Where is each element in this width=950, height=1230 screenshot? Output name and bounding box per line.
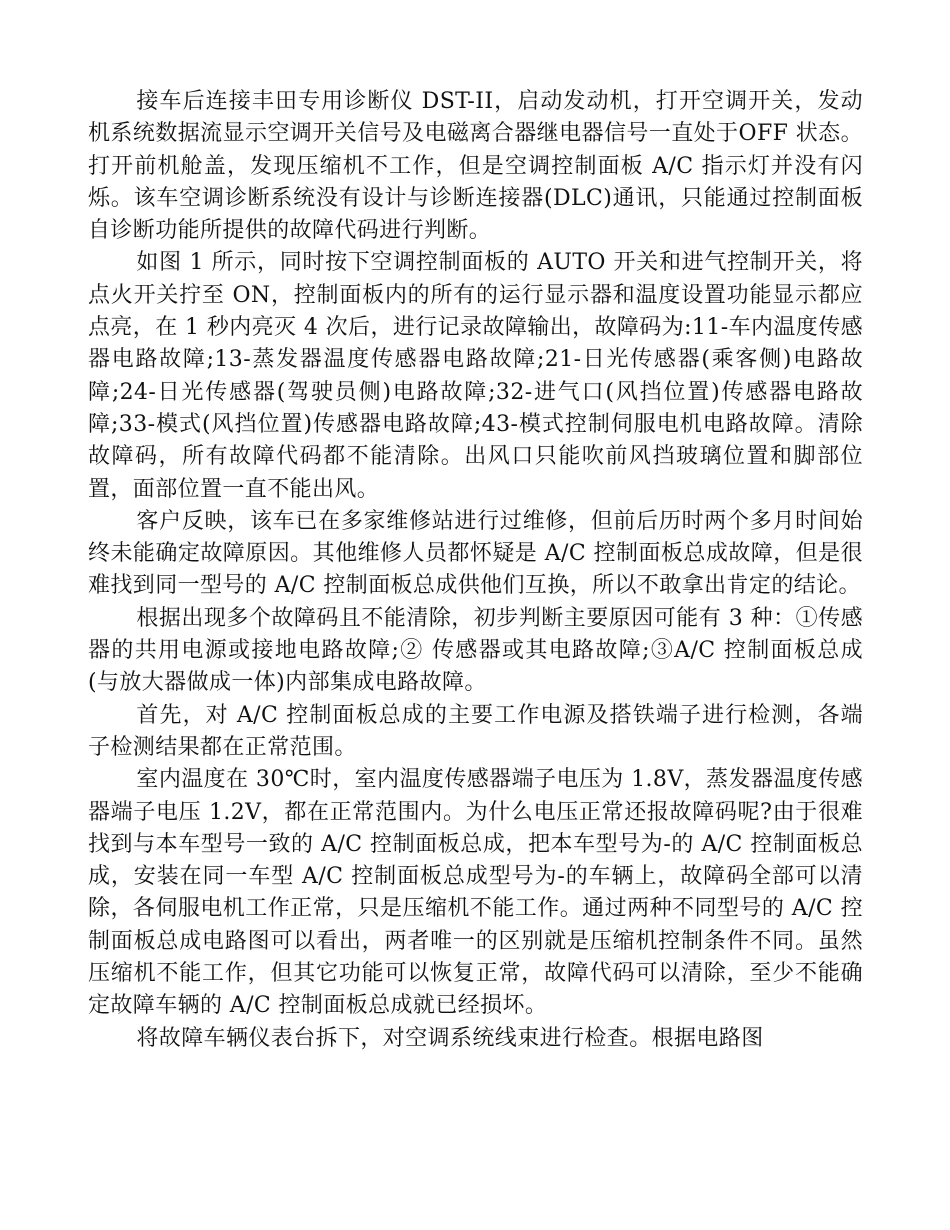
paragraph-7: 将故障车辆仪表台拆下，对空调系统线束进行检查。根据电路图 bbox=[136, 1025, 764, 1051]
paragraph-3: 客户反映，该车已在多家维修站进行过维修，但前后历时两个多月时间始终未能确定故障原因。其他维修人员都怀疑是 A/C 控制面板总成故障，但是很难找到同一型号的 A/C 控制面板总成供他们互换，所以不敢拿出肯定的结论。 bbox=[88, 508, 863, 599]
paragraph-1: 接车后连接丰田专用诊断仪 DST-II，启动发动机，打开空调开关，发动机系统数据流显示空调开关信号及电磁离合器继电器信号一直处于OFF 状态。打开前机舱盖，发现压缩机不工作，但是空调控制面板 A/C 指示灯并没有闪烁。该车空调诊断系统没有设计与诊断连接器(DLC)通讯，只能通过控制面板自诊断功能所提供的故障代码进行判断。 bbox=[88, 89, 863, 244]
paragraph-6: 室内温度在 30℃时，室内温度传感器端子电压为 1.8V，蒸发器温度传感器端子电压 1.2V，都在正常范围内。为什么电压正常还报故障码呢?由于很难找到与本车型号一致的 A/C 控制面板总成，把本车型号为-的 A/C 控制面板总成，安装在同一车型 A/C 控制面板总成型号为-的车辆上，故障码全部可以清除，各伺服电机工作正常，只是压缩机不能工作。通过两种不同型号的 A/C 控制面板总成电路图可以看出，两者唯一的区别就是压缩机控制条件不同。虽然压缩机不能工作，但其它功能可以恢复正常，故障代码可以清除，至少不能确定故障车辆的 A/C 控制面板总成就已经损坏。 bbox=[88, 767, 863, 1019]
paragraph-2: 如图 1 所示，同时按下空调控制面板的 AUTO 开关和进气控制开关，将点火开关拧至 ON，控制面板内的所有的运行显示器和温度设置功能显示都应点亮，在 1 秒内亮灭 4 次后，进行记录故障输出，故障码为:11-车内温度传感器电路故障;13-蒸发器温度传感器电路故障;21-日光传感器(乘客侧)电路故障;24-日光传感器(驾驶员侧)电路故障;32-进气口(风挡位置)传感器电路故障;33-模式(风挡位置)传感器电路故障;43-模式控制伺服电机电路故障。清除故障码，所有故障代码都不能清除。出风口只能吹前风挡玻璃位置和脚部位置，面部位置一直不能出风。 bbox=[88, 250, 863, 502]
paragraph-5: 首先，对 A/C 控制面板总成的主要工作电源及搭铁端子进行检测，各端子检测结果都在正常范围。 bbox=[88, 702, 863, 760]
paragraph-4: 根据出现多个故障码且不能清除，初步判断主要原因可能有 3 种：①传感器的共用电源或接地电路故障;② 传感器或其电路故障;③A/C 控制面板总成(与放大器做成一体)内部集成电路故障。 bbox=[88, 605, 863, 696]
document-body bbox=[88, 86, 863, 1055]
